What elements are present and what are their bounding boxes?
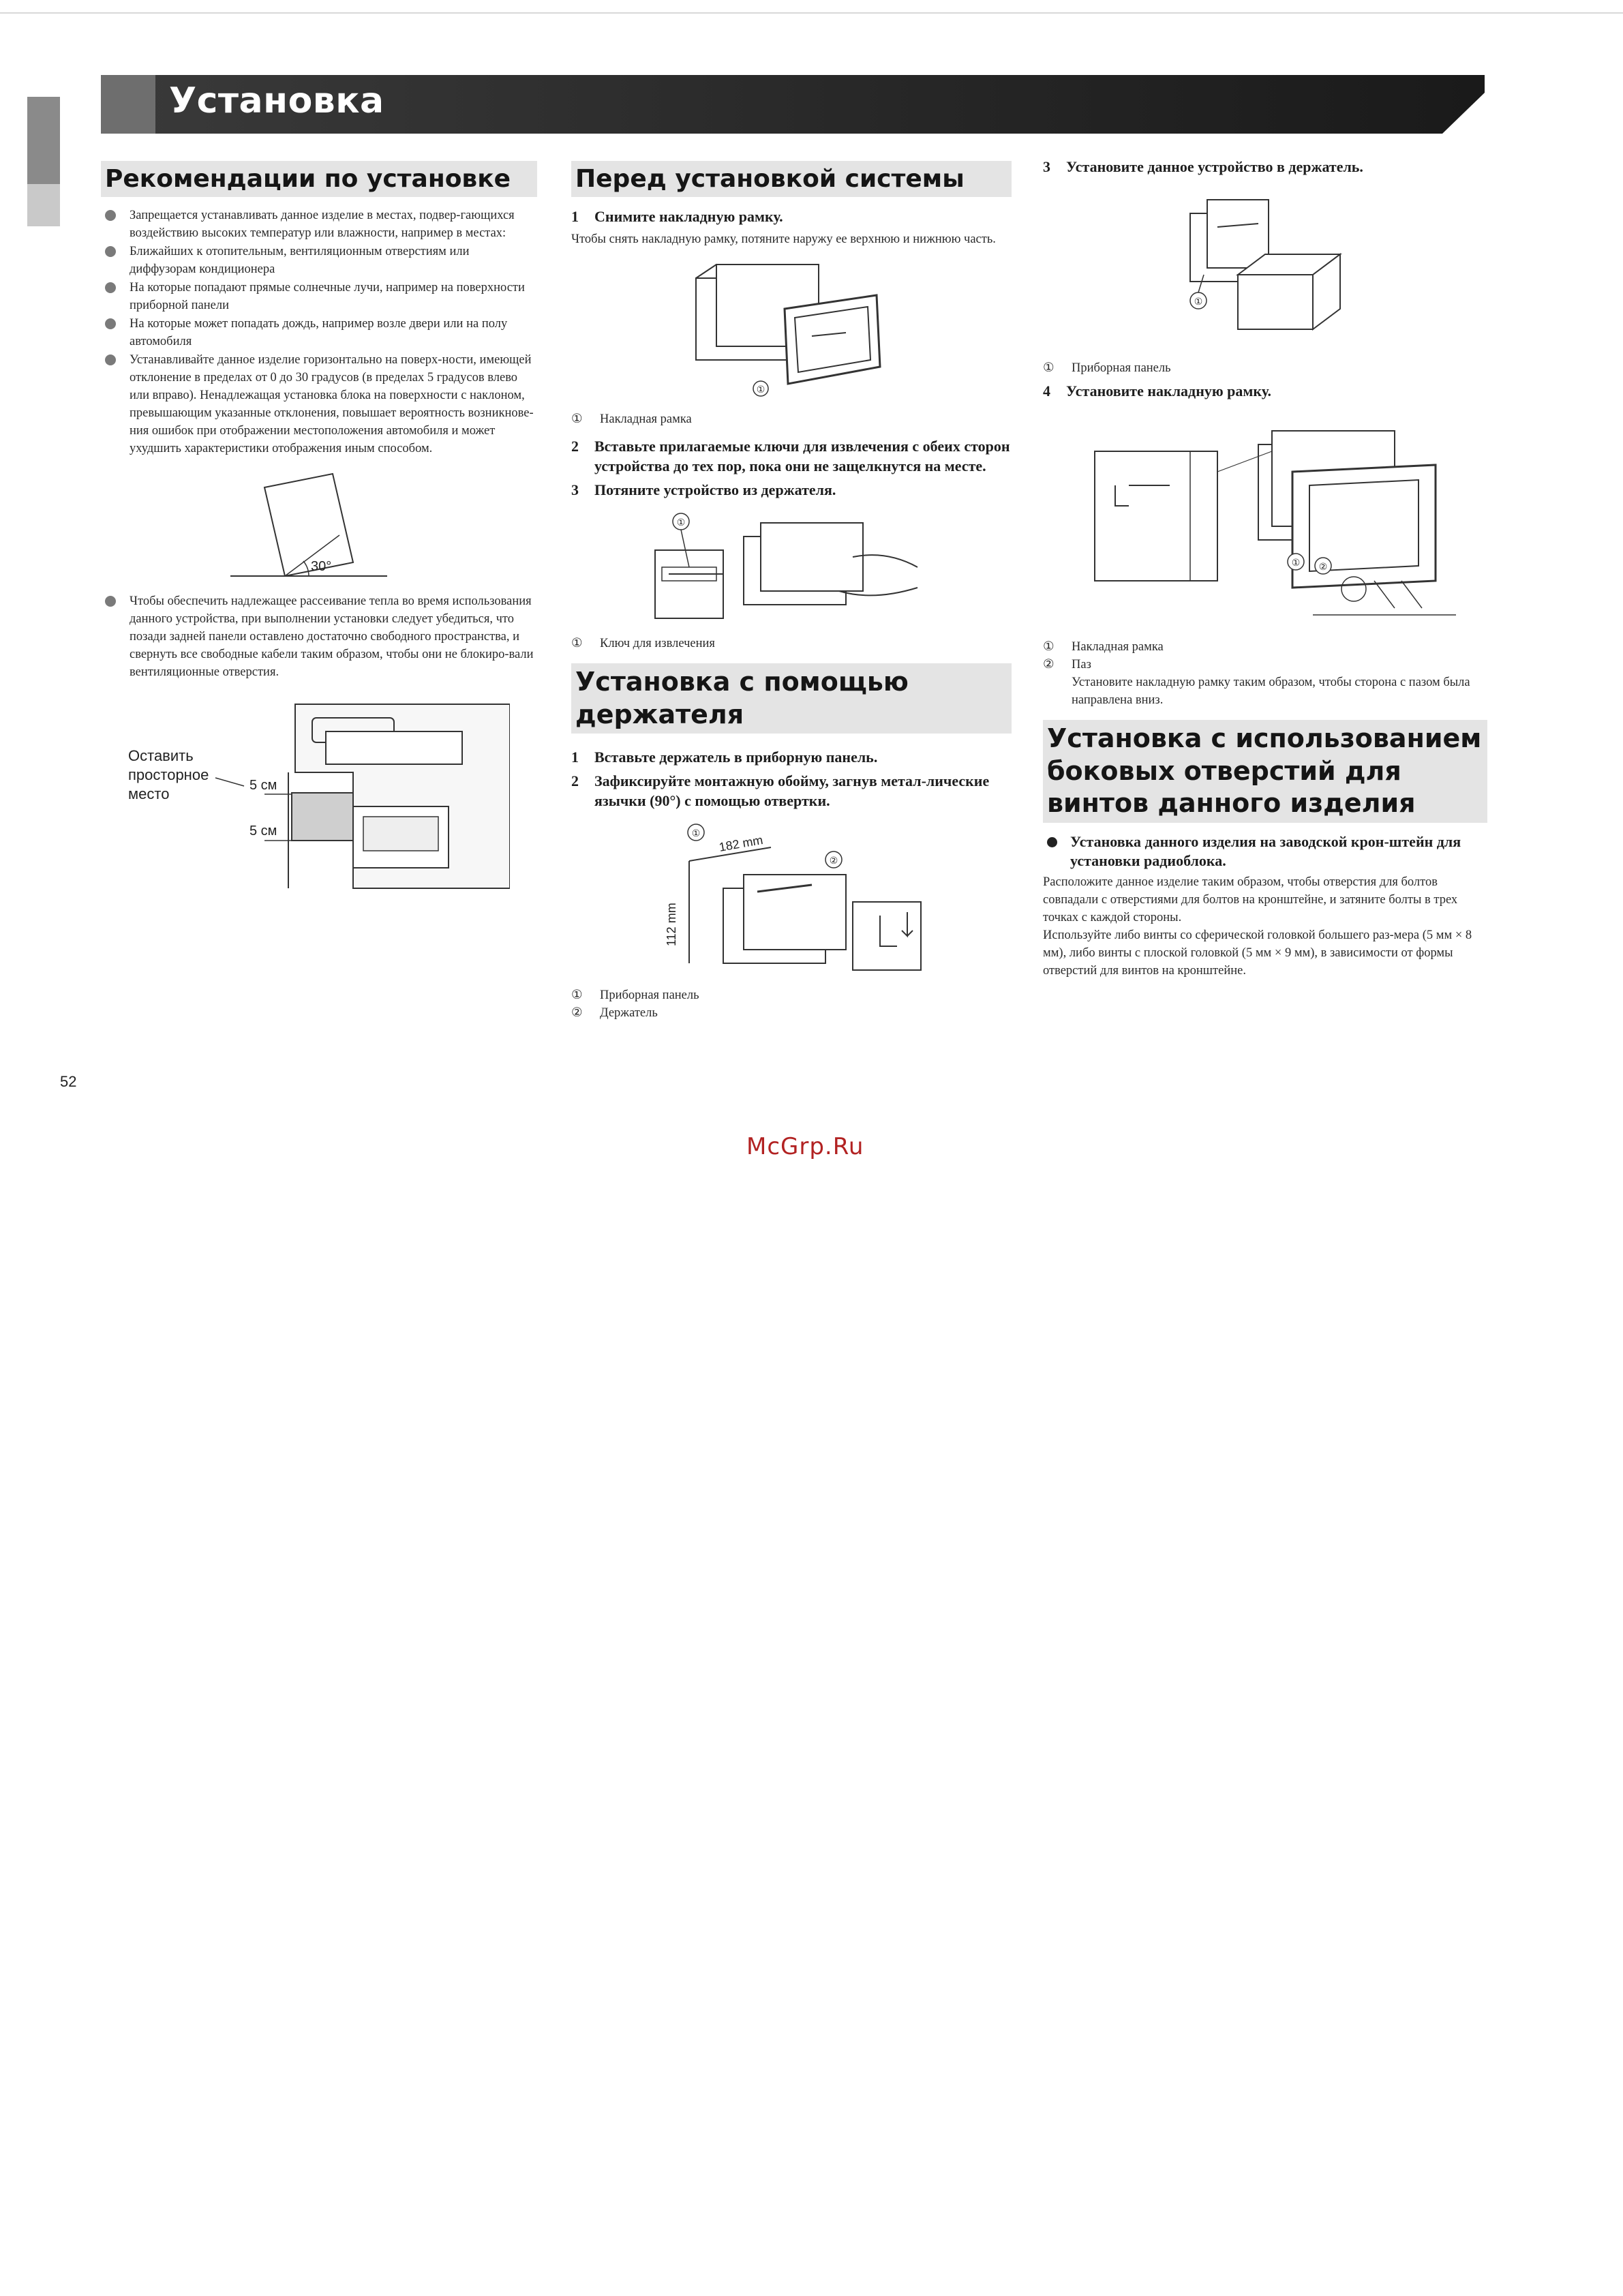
step-description: Чтобы снять накладную рамку, потяните наружу ее верхнюю и нижнюю часть. — [571, 232, 996, 246]
step-number: 2 — [571, 772, 579, 789]
section-heading-bar — [1043, 720, 1487, 823]
step-text: Установите данное устройство в держатель. — [1066, 158, 1363, 175]
legend-item — [571, 986, 1012, 1004]
section-heading-bar — [571, 663, 1012, 734]
legend-item — [1043, 638, 1487, 656]
page-title-banner — [101, 75, 1485, 134]
bullet-icon — [105, 354, 116, 365]
section-heading-recommendations: Рекомендации по установке — [105, 165, 511, 193]
callout-1: ① — [676, 517, 686, 528]
legend-text: Приборная панель — [1072, 361, 1171, 375]
list-item — [101, 279, 537, 314]
step-text: Потяните устройство из держателя. — [594, 481, 836, 498]
paragraph: Расположите данное изделие таким образом, чтобы отверстия для болтов совпадали с отверстиями для болтов на кронштейне, и затяните болты в трех точках с каждой стороны. — [1043, 875, 1458, 924]
page-top-rule — [0, 12, 1623, 14]
list-item-text: На которые может попадать дождь, например возле двери или на полу автомобиля — [130, 317, 508, 348]
bullet-icon — [105, 318, 116, 329]
legend-marker: ① — [571, 412, 583, 426]
legend-text: Накладная рамка — [600, 412, 692, 426]
ventilation-space-illustration — [128, 691, 510, 895]
legend-item — [1043, 359, 1487, 377]
legend-text: Накладная рамка — [1072, 640, 1164, 654]
legend-marker: ① — [571, 637, 583, 650]
step-text: Снимите накладную рамку. — [594, 208, 783, 225]
section-heading-side-holes: Установка с использованием боковых отверстий для винтов данного изделия — [1047, 723, 1482, 818]
step-number: 4 — [1043, 382, 1050, 399]
callout-1: ① — [756, 384, 765, 395]
bullet-icon — [1047, 837, 1057, 847]
legend-item — [571, 1004, 1012, 1022]
callout-1: ① — [691, 828, 701, 839]
list-item — [101, 592, 537, 681]
legend-marker: ② — [1043, 658, 1055, 671]
gap-bottom-label: 5 см — [249, 824, 277, 839]
legend-marker: ② — [571, 1006, 583, 1020]
space-label-line2: просторное — [128, 766, 209, 783]
legend-marker: ① — [1043, 640, 1055, 654]
site-watermark: McGrp.Ru — [746, 1133, 864, 1160]
bullet-icon — [105, 282, 116, 293]
step-fix-sleeve — [571, 771, 1012, 811]
step-install-unit — [1043, 157, 1487, 177]
step-number: 1 — [571, 208, 579, 225]
legend-subtext: Установите накладную рамку таким образом, чтобы сторона с пазом была направлена вниз. — [1072, 676, 1470, 707]
bullet-heading-text: Установка данного изделия на заводской крон-штейн для установки радиоблока. — [1070, 832, 1461, 869]
list-item — [101, 207, 537, 242]
step-insert-holder — [571, 747, 1012, 767]
page-number: 52 — [60, 1073, 77, 1090]
list-item-text: Запрещается устанавливать данное изделие в местах, подвер-гающихся воздействию высоких температур или влажности, например в местах: — [130, 209, 515, 240]
callout-2: ② — [829, 856, 838, 866]
legend-text: Приборная панель — [600, 988, 699, 1002]
gap-top-label: 5 см — [249, 778, 277, 793]
frame-removal-illustration — [682, 258, 900, 401]
paragraph: Используйте либо винты со сферической головкой большего раз-мера (5 мм × 8 мм), либо винты с плоской головкой (5 мм × 9 мм), в зависимости от формы отверстий для винтов на кронштейне. — [1043, 928, 1472, 978]
list-item-text: Чтобы обеспечить надлежащее рассеивание тепла во время использования данного устройства, при выполнении установки следует убедиться, что позади задней панели оставлено достаточно свободного пространства, и свернуть все свободные кабели таким образом, чтобы они не блокиро-вали вентиляционные отверстия. — [130, 594, 534, 679]
step-text: Вставьте держатель в приборную панель. — [594, 749, 878, 766]
legend-item — [1043, 656, 1487, 674]
step-number: 2 — [571, 438, 579, 455]
section-heading-holder-install: Установка с помощью держателя — [575, 667, 909, 729]
callout-1: ① — [1194, 297, 1203, 307]
angle-label: 30° — [311, 559, 332, 574]
frame-installation-illustration — [1074, 410, 1456, 629]
column-install-steps — [1043, 157, 1487, 980]
section-heading-bar — [101, 161, 537, 197]
step-pull-unit — [571, 480, 1012, 500]
callout-1: ① — [1291, 558, 1301, 569]
step-number: 3 — [1043, 158, 1050, 175]
list-item — [101, 315, 537, 350]
column-recommendations — [101, 161, 537, 905]
step-install-frame — [1043, 381, 1487, 401]
space-label-line3: место — [128, 785, 170, 802]
bullet-icon — [105, 210, 116, 221]
list-item-text: Устанавливайте данное изделие горизонтально на поверх-ности, имеющей отклонение в пределах от 0 до 30 градусов (в пределах 5 градусов влево или вправо). Ненадлежащая установка блока на поверхности с наклоном, превышающим указанные отклонения, повышает вероятность возникнове-ния ошибок при отображении местоположения автомобиля и может ухудшить характеристики отображения иным способом. — [130, 353, 534, 455]
legend-marker: ① — [571, 988, 583, 1002]
space-label-line1: Оставить — [128, 747, 194, 764]
dimension-width: 182 mm — [718, 832, 764, 854]
step-text: Установите накладную рамку. — [1066, 382, 1272, 399]
section-heading-bar — [571, 161, 1012, 197]
legend-item — [571, 635, 1012, 652]
dimension-height: 112 mm — [665, 903, 678, 946]
unit-into-holder-illustration — [1177, 186, 1354, 350]
list-item — [101, 351, 537, 457]
holder-mounting-illustration — [655, 820, 928, 977]
list-item-text: Ближайших к отопительным, вентиляционным отверстиям или диффузорам кондиционера — [130, 245, 470, 276]
bullet-heading — [1043, 832, 1487, 871]
legend-text: Ключ для извлечения — [600, 637, 715, 650]
step-remove-frame — [571, 207, 1012, 226]
list-item — [101, 243, 537, 278]
step-insert-keys — [571, 436, 1012, 476]
list-item-text: На которые попадают прямые солнечные лучи, например на поверхности приборной панели — [130, 281, 525, 312]
callout-2: ② — [1318, 562, 1328, 573]
step-text: Зафиксируйте монтажную обойму, загнув метал-лические язычки (90°) с помощью отвертки. — [594, 772, 990, 809]
legend-item — [571, 410, 1012, 428]
legend-text: Держатель — [600, 1006, 658, 1020]
section-side-tab-accent — [27, 184, 60, 226]
column-before-install — [571, 161, 1012, 1022]
bullet-icon — [105, 596, 116, 607]
tilt-angle-illustration — [230, 467, 408, 583]
step-number: 3 — [571, 481, 579, 498]
step-text: Вставьте прилагаемые ключи для извлечения с обеих сторон устройства до тех пор, пока они не защелкнутся на месте. — [594, 438, 1010, 474]
legend-marker: ① — [1043, 361, 1055, 375]
extraction-key-illustration — [648, 509, 935, 625]
step-number: 1 — [571, 749, 579, 766]
section-heading-before-install: Перед установкой системы — [575, 165, 965, 193]
page-title: Установка — [169, 80, 384, 121]
legend-text: Паз — [1072, 658, 1091, 671]
bullet-icon — [105, 246, 116, 257]
